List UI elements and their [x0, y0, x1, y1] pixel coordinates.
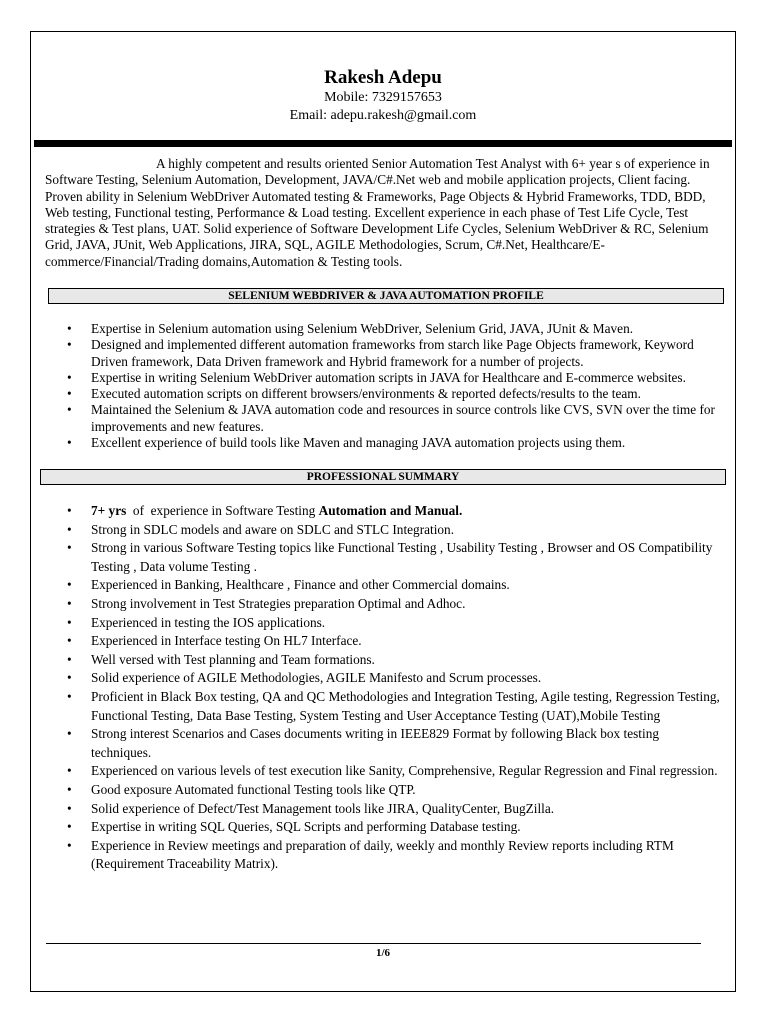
- header-divider: [34, 140, 732, 147]
- bullet-icon: •: [67, 503, 72, 518]
- bullet-icon: •: [67, 781, 72, 797]
- mobile-number: Mobile: 7329157653: [324, 90, 442, 105]
- list-item: • Maintained the Selenium & JAVA automation code and resources in source controls like CVS, SVN over the time for improvements and new features.: [67, 402, 715, 434]
- bullet-icon: •: [67, 688, 72, 704]
- list-item: • Solid experience of AGILE Methodologies, AGILE Manifesto and Scrum processes.: [31, 669, 721, 688]
- bullet-icon: •: [67, 321, 72, 336]
- list-item: • 7+ yrs of experience in Software Testing Automation and Manual.: [31, 502, 721, 521]
- list-item: • Good exposure Automated functional Testing tools like QTP.: [31, 781, 721, 800]
- candidate-name: Rakesh Adepu: [324, 67, 442, 88]
- list-item: • Experienced in testing the IOS applications.: [31, 614, 721, 633]
- bullet-icon: •: [67, 540, 72, 556]
- bullet-icon: •: [67, 670, 72, 686]
- list-item: • Excellent experience of build tools like Maven and managing JAVA automation projects using them.: [67, 435, 626, 451]
- list-item: • Strong in SDLC models and aware on SDLC and STLC Integration.: [31, 521, 721, 540]
- list-item: • Executed automation scripts on different browsers/environments & reported defects/results to the team.: [67, 386, 641, 402]
- bullet-icon: •: [67, 763, 72, 779]
- page-number: 1/6: [375, 947, 391, 959]
- list-item: • Designed and implemented different automation frameworks from starch like Page Objects framework, Keyword Driven framework, Data Driven framework and Hybrid framework for a number of projects.: [67, 337, 694, 369]
- list-item: • Solid experience of Defect/Test Management tools like JIRA, QualityCenter, BugZilla.: [31, 800, 721, 819]
- bullet-icon: •: [67, 595, 72, 611]
- bullet-icon: •: [67, 614, 72, 630]
- list-item: • Expertise in Selenium automation using Selenium WebDriver, Selenium Grid, JAVA, JUnit & Maven.: [67, 321, 634, 336]
- selenium-bullet-list: [31, 321, 731, 451]
- resume-page: [30, 31, 736, 992]
- bullet-icon: •: [67, 402, 72, 418]
- footer-divider: [46, 943, 701, 944]
- list-item: • Strong involvement in Test Strategies preparation Optimal and Adhoc.: [31, 595, 721, 614]
- list-item: • Experienced in Interface testing On HL7 Interface.: [31, 632, 721, 651]
- bullet-icon: •: [67, 651, 72, 667]
- list-item: • Experience in Review meetings and preparation of daily, weekly and monthly Review reports including RTM (Requirement Traceability Matrix).: [67, 837, 674, 872]
- list-item: • Experienced in Banking, Healthcare , Finance and other Commercial domains.: [31, 576, 721, 595]
- summary-paragraph: A highly competent and results oriented Senior Automation Test Analyst with 6+ year s of experience in Software Testing, Selenium Automation, Development, JAVA/C#.Net web and mobile application projects, Client facing. Proven ability in Selenium WebDriver Automated testing & Frameworks, Page Objects & Hybrid Frameworks, TDD, BDD, Web testing, Functional testing, Performance & Load testing. Excellent experience in each phase of Test Life Cycle, Test strategies & Test plans, UAT. Solid experience of Software Development Life Cycles, Selenium WebDriver & RC, Selenium Grid, JAVA, JUnit, Web Applications, JIRA, SQL, AGILE Methodologies, Scrum, C#.Net, Healthcare/E-commerce/Financial/Trading domains,Automation & Testing tools.: [45, 156, 710, 269]
- bullet-icon: •: [67, 369, 72, 385]
- bullet-icon: •: [67, 726, 72, 742]
- list-item: • Expertise in writing SQL Queries, SQL Scripts and performing Database testing.: [31, 818, 721, 837]
- section-heading-selenium: SELENIUM WEBDRIVER & JAVA AUTOMATION PROFILE: [48, 288, 724, 304]
- bullet-icon: •: [67, 435, 72, 451]
- email-address: Email: adepu.rakesh@gmail.com: [289, 108, 477, 123]
- bullet-icon: •: [67, 577, 72, 593]
- list-item: • Well versed with Test planning and Team formations.: [31, 651, 721, 670]
- bullet-icon: •: [67, 633, 72, 649]
- bullet-icon: •: [67, 819, 72, 835]
- bullet-icon: •: [67, 386, 72, 402]
- list-item: • Expertise in writing Selenium WebDriver automation scripts in JAVA for Healthcare and E-commerce websites.: [67, 369, 686, 385]
- list-item: • Experienced on various levels of test execution like Sanity, Comprehensive, Regular Regression and Final regression.: [31, 762, 721, 781]
- professional-bullet-list: [31, 502, 721, 874]
- bullet-icon: •: [67, 800, 72, 816]
- list-item: • Strong interest Scenarios and Cases documents writing in IEEE829 Format by following Black box testing techniques.: [67, 726, 659, 760]
- list-item: • Strong in various Software Testing topics like Functional Testing , Usability Testing , Browser and OS Compatibility Testing , Data volume Testing .: [67, 540, 713, 574]
- list-item: • Proficient in Black Box testing, QA and QC Methodologies and Integration Testing, Agile testing, Regression Testing, Functional Testing, Data Base Testing, System Testing and User Acceptance Testing (UAT),Mobile Testing: [67, 688, 720, 723]
- bullet-icon: •: [67, 521, 72, 537]
- section-heading-professional-summary: PROFESSIONAL SUMMARY: [40, 469, 726, 485]
- bullet-icon: •: [67, 337, 72, 353]
- bullet-icon: •: [67, 837, 72, 853]
